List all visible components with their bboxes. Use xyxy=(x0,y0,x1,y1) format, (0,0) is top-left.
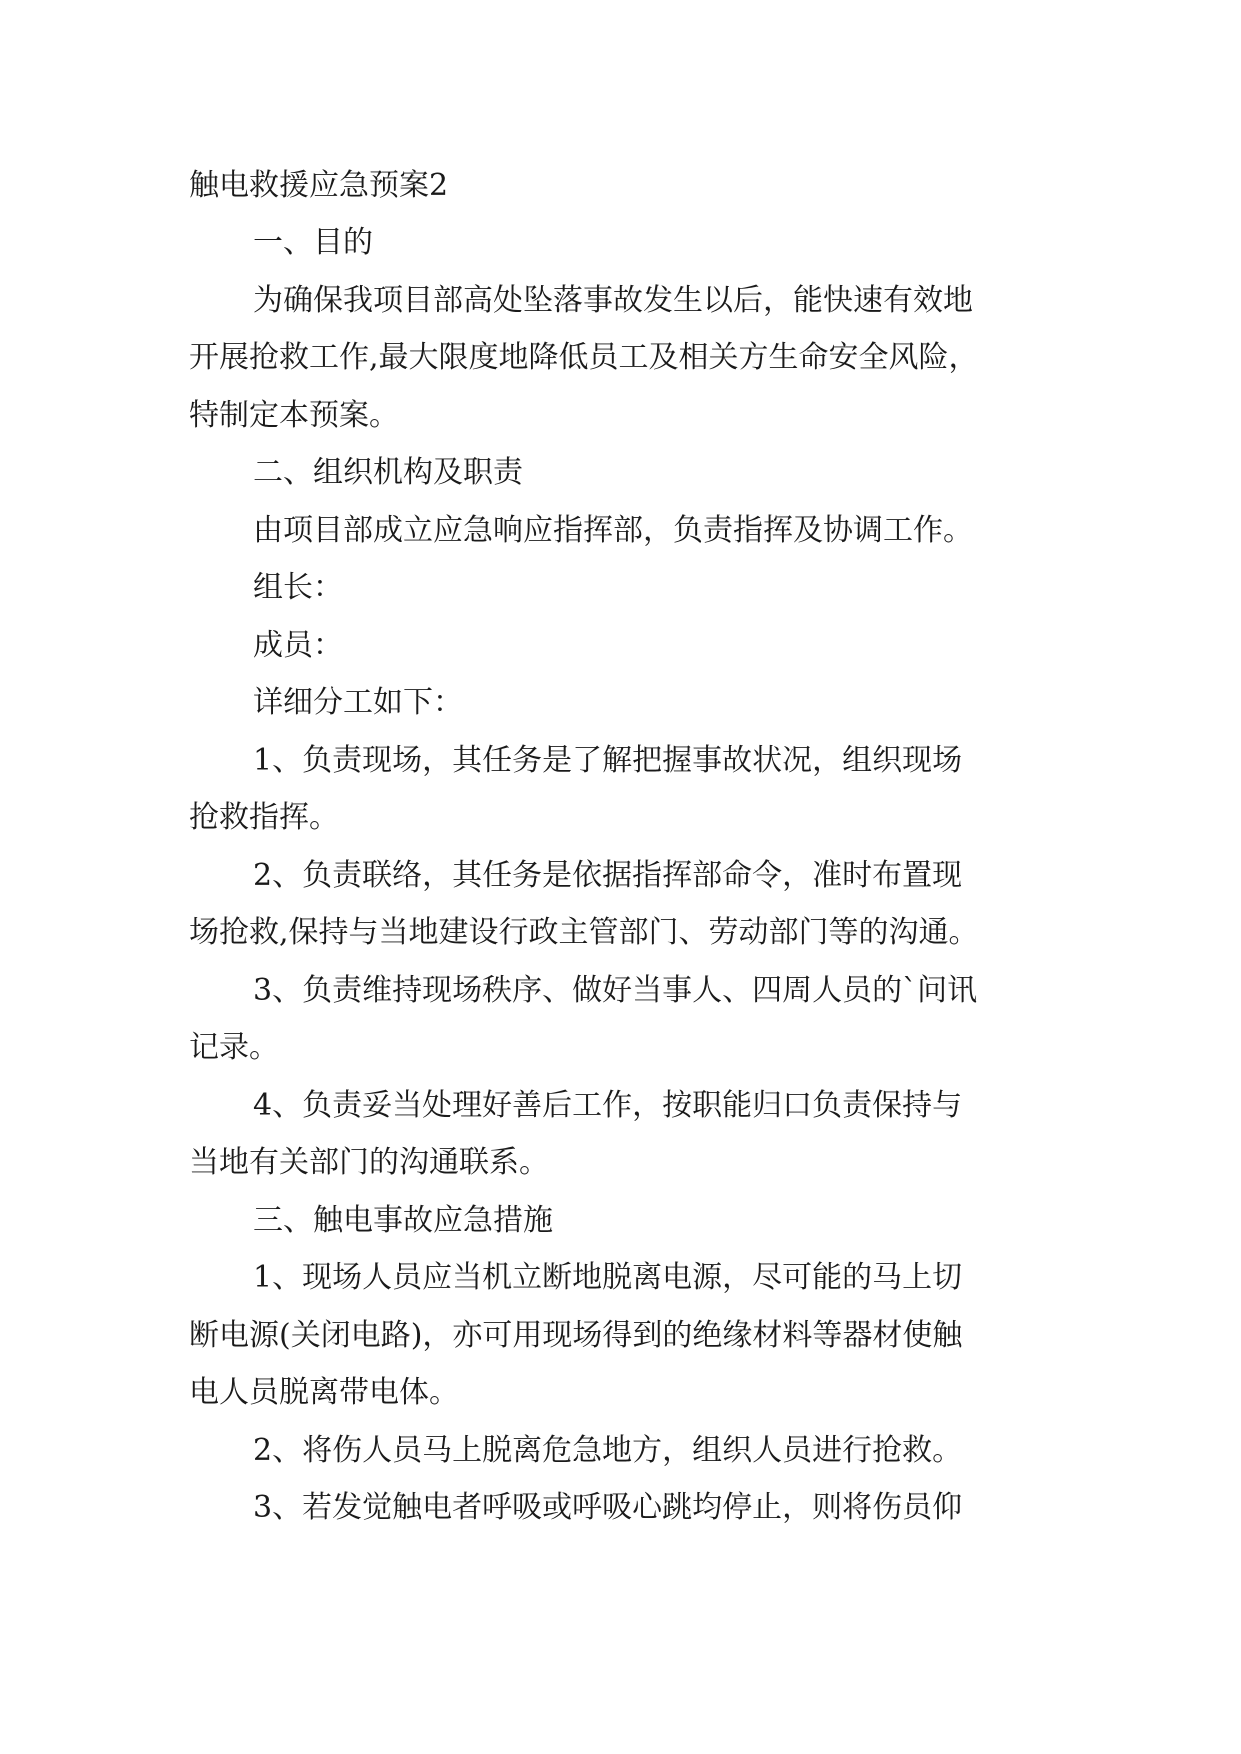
paragraph-line: 详细分工如下： xyxy=(253,685,463,720)
list-item-line: 1、负责现场，其任务是了解把握事故状况，组织现场 xyxy=(253,743,963,778)
section-heading: 一、目的 xyxy=(253,225,373,260)
list-item-line: 记录。 xyxy=(189,1030,279,1065)
section-heading: 二、组织机构及职责 xyxy=(253,455,523,490)
list-item-line: 断电源(关闭电路)，亦可用现场得到的绝缘材料等器材使触 xyxy=(189,1318,963,1353)
paragraph-line: 由项目部成立应急响应指挥部，负责指挥及协调工作。 xyxy=(253,513,973,548)
list-item-line: 4、负责妥当处理好善后工作，按职能归口负责保持与 xyxy=(253,1088,963,1123)
list-item-line: 1、现场人员应当机立断地脱离电源，尽可能的马上切 xyxy=(253,1260,963,1295)
list-item-line: 2、负责联络，其任务是依据指挥部命令，准时布置现 xyxy=(253,858,963,893)
list-item-line: 抢救指挥。 xyxy=(189,800,339,835)
list-item-line: 3、若发觉触电者呼吸或呼吸心跳均停止，则将伤员仰 xyxy=(253,1490,963,1525)
section-heading: 三、触电事故应急措施 xyxy=(253,1203,553,1238)
paragraph-line: 开展抢救工作,最大限度地降低员工及相关方生命安全风险， xyxy=(189,340,979,375)
list-item-line: 2、将伤人员马上脱离危急地方，组织人员进行抢救。 xyxy=(253,1433,963,1468)
list-item-line: 当地有关部门的沟通联系。 xyxy=(189,1145,549,1180)
paragraph-line: 组长： xyxy=(253,570,343,605)
list-item-line: 3、负责维持现场秩序、做好当事人、四周人员的`问讯 xyxy=(253,973,978,1008)
paragraph-line: 特制定本预案。 xyxy=(189,398,399,433)
paragraph-line: 成员： xyxy=(253,628,343,663)
list-item-line: 场抢救,保持与当地建设行政主管部门、劳动部门等的沟通。 xyxy=(189,915,979,950)
list-item-line: 电人员脱离带电体。 xyxy=(189,1375,459,1410)
document-title: 触电救援应急预案2 xyxy=(189,168,449,203)
paragraph-line: 为确保我项目部高处坠落事故发生以后，能快速有效地 xyxy=(253,283,973,318)
